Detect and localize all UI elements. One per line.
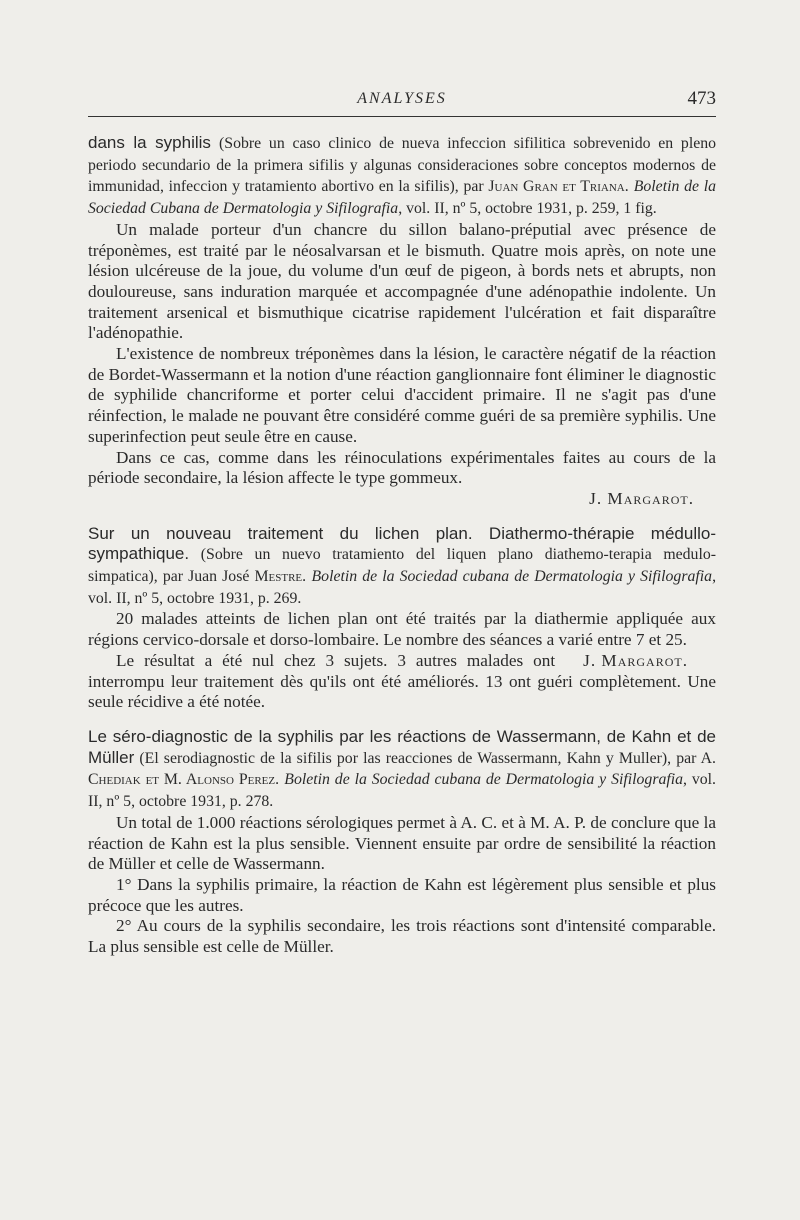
author-signature: J. Margarot. (583, 650, 688, 670)
article-reference: (El serodiagnostic de la sifilis por las reacciones de Wassermann, Kahn y Muller), par A. (134, 749, 716, 767)
article-reinfection (88, 133, 716, 510)
article-heading (88, 133, 716, 220)
body-paragraph: 1° Dans la syphilis primaire, la réaction de Kahn est légèrement plus sensible et plus précoce que les autres. (88, 874, 716, 915)
body-paragraph (88, 651, 716, 713)
body-paragraph: Un malade porteur d'un chancre du sillon balano-préputial avec présence de tréponèmes, est traité par le néosalvarsan et le bismuth. Quatre mois après, on note une lésion ulcéreuse de la joue, du volume d'un œuf de pigeon, à bords nets et abrupts, non douloureuse, sans induration marquée et accompagnée d'une adénopathie indolente. Un traitement arsenical et bismuthique cicatrise rapidement l'ulcération et fait disparaître l'adénopathie. (88, 219, 716, 343)
article-journal: Boletin de la Sociedad Cubana de Dermatologia y Sifilografia (88, 178, 716, 218)
article-journal: Boletin de la Sociedad cubana de Dermatologia y Sifilografia (311, 568, 713, 586)
article-title: dans la syphilis (88, 133, 211, 152)
page-header (88, 90, 716, 117)
article-title: Le séro-diagnostic de la syphilis par les réactions de Wassermann, de Kahn et de Müller (88, 726, 716, 767)
article-authors: Chediak et M. Alonso Perez. (88, 771, 280, 789)
article-heading (88, 727, 716, 813)
body-paragraph: 20 malades atteints de lichen plan ont été traités par la diathermie appliquée aux régions cervico-dorsale et dorso-lombaire. Le nombre des séances a varié entre 7 et 25. (88, 609, 716, 650)
body-paragraph: L'existence de nombreux tréponèmes dans la lésion, le caractère négatif de la réaction de Bordet-Wassermann et la notion d'une réaction ganglionnaire font éliminer le diagnostic de syphilide chancriforme et porter celui d'accident primaire. Il ne s'agit pas d'une réinfection, le malade ne pouvant être considéré comme guéri de sa première syphilis. Une superinfection peut seule être en cause. (88, 344, 716, 446)
article-reference: (Sobre un caso clinico de nueva infeccion sifilitica sobrevenido en pleno periodo secundario de la primera sifilis y algunas consideraciones sobre conceptos modernos de immunidad, infeccion y tratamiento abortivo en la sifilis), par (88, 135, 717, 196)
body-paragraph: Dans ce cas, comme dans les réinoculations expérimentales faites au cours de la période secondaire, la lésion affecte le type gommeux. (88, 447, 716, 488)
article-authors: Mestre. (254, 568, 307, 586)
article-citation: , vol. II, nº 5, octobre 1931, p. 259, 1 fig. (398, 200, 657, 218)
body-paragraph: 2° Au cours de la syphilis secondaire, les trois réactions sont d'intensité comparable. La plus sensible est celle de Müller. (88, 916, 716, 957)
article-lichen-plan (88, 524, 716, 713)
article-serodiagnostic (88, 727, 716, 958)
article-title: Sur un nouveau traitement du lichen plan. Diathermo-thérapie médullo-sympathique. (88, 523, 716, 564)
running-title: ANALYSES (357, 90, 447, 107)
page-content (88, 133, 716, 972)
author-signature: J. Margarot. (589, 488, 694, 508)
page-number: 473 (687, 88, 716, 109)
article-heading (88, 524, 716, 610)
body-text: Le résultat a été nul chez 3 sujets. 3 autres malades ont interrompu leur traitement dès qu'ils ont été améliorés. 13 ont guéri complètement. Une seule récidive a été notée. (88, 650, 716, 712)
article-authors: Juan Gran et Triana. (488, 178, 629, 196)
article-reference: (Sobre un nuevo tratamiento del liquen plano diathemo-terapia medulo-simpatica), par Juan José (88, 546, 716, 586)
article-citation: , vol. II, nº 5, octobre 1931, p. 278. (88, 771, 717, 811)
body-paragraph: Un total de 1.000 réactions sérologiques permet à A. C. et à M. A. P. de conclure que la réaction de Kahn est la plus sensible. Viennent ensuite par ordre de sensibilité la réaction de Müller et celle de Wassermann. (88, 812, 716, 874)
article-journal: Boletin de la Sociedad cubana de Dermatologia y Sifilografia (284, 771, 684, 789)
article-citation: , vol. II, nº 5, octobre 1931, p. 269. (88, 568, 717, 607)
